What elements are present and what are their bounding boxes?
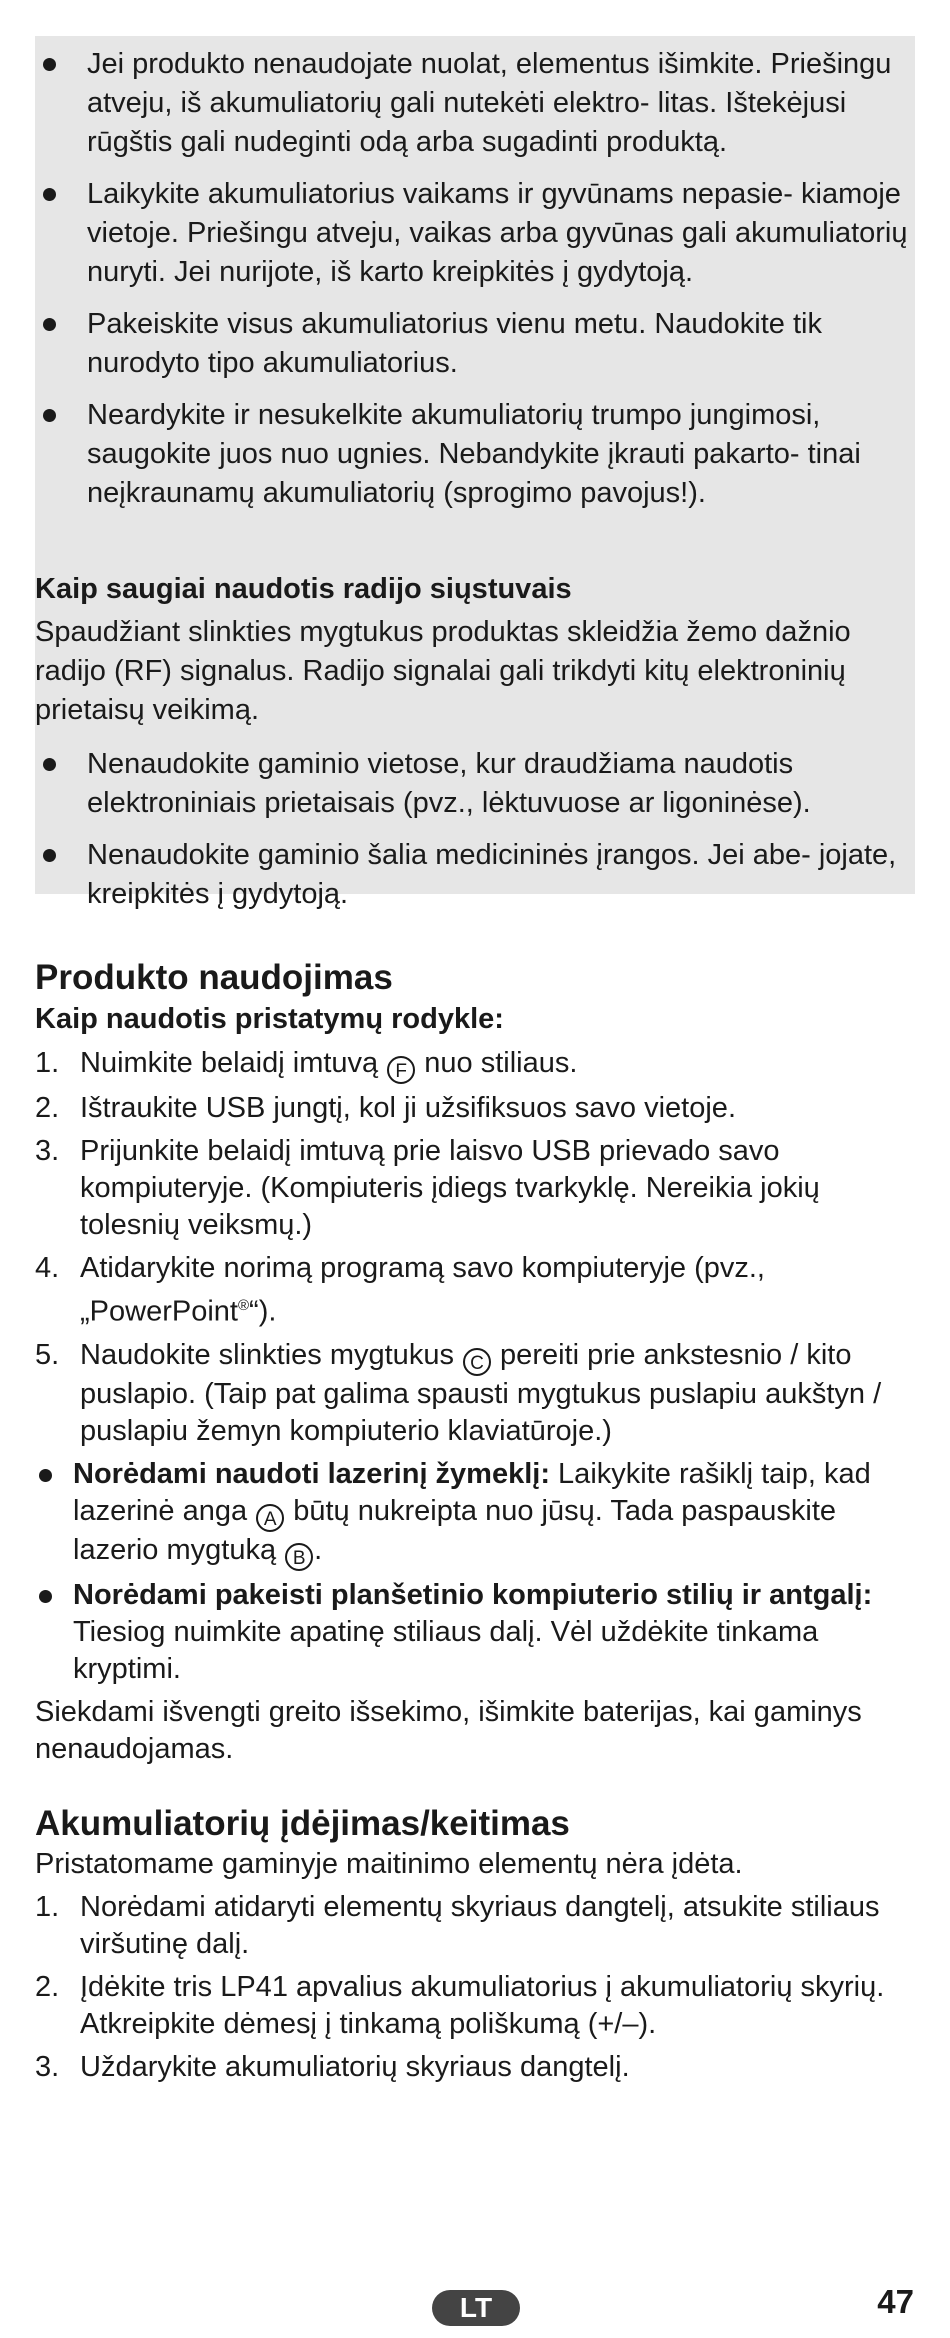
step-item: 5. Naudokite slinkties mygtukus C pereiti prie ankstesnio / kito puslapio. (Taip pat galima spausti mygtukus puslapiu aukštyn / puslapiu žemyn kompiuterio klaviatūroje.) bbox=[35, 1338, 882, 1447]
list-item: Norėdami pakeisti planšetinio kompiuterio stilių ir antgalį: Tiesiog nuimkite apatinę stiliaus dalį. Vėl uždėkite tinkama kryptimi. bbox=[35, 1577, 915, 1688]
bullet-icon bbox=[43, 58, 56, 71]
battery-title: Akumuliatorių įdėjimas/keitimas bbox=[35, 1804, 570, 1843]
bullet-icon bbox=[39, 1469, 52, 1482]
radio-safety-section bbox=[35, 570, 915, 927]
usage-subtitle: Kaip naudotis pristatymų rodykle: bbox=[35, 1003, 504, 1035]
list-item: Norėdami naudoti lazerinį žymeklį: Laikykite rašiklį taip, kad lazerinė anga A būtų nukreipta nuo jūsų. Tada paspauskite lazerio mygtuką B . bbox=[35, 1456, 915, 1571]
safety-section bbox=[35, 45, 915, 526]
bullet-icon bbox=[43, 409, 56, 422]
bullet-icon bbox=[43, 188, 56, 201]
battery-section bbox=[35, 1802, 915, 2092]
usage-title: Produkto naudojimas bbox=[35, 958, 393, 997]
language-badge: LT bbox=[432, 2290, 520, 2326]
battery-intro: Pristatomame gaminyje maitinimo elementų nėra įdėta. bbox=[35, 1848, 743, 1880]
list-item: Nenaudokite gaminio šalia medicininės įrangos. Jei abe- jojate, kreipkitės į gydytoją. bbox=[35, 836, 915, 914]
step-item: 3. Prijunkite belaidį imtuvą prie laisvo USB prievado savo kompiuteryje. (Kompiuteris įdiegs tvarkyklę. Nereikia jokių tolesnių veiksmų.) bbox=[35, 1135, 820, 1241]
marker-a-icon: A bbox=[256, 1504, 284, 1532]
bullet-icon bbox=[43, 849, 56, 862]
radio-text: Spaudžiant slinkties mygtukus produktas skleidžia žemo dažnio radijo (RF) signalus. Radijo signalai gali trikdyti kitų elektroninių prietaisų veikimą. bbox=[35, 616, 851, 726]
step-item: 1. Nuimkite belaidį imtuvą F nuo stiliaus. bbox=[35, 1047, 578, 1082]
usage-note: Siekdami išvengti greito išsekimo, išimkite baterijas, kai gaminys nenaudojamas. bbox=[35, 1695, 862, 1765]
marker-c-icon: C bbox=[463, 1348, 491, 1376]
step-item: 1. Norėdami atidaryti elementų skyriaus dangtelį, atsukite stiliaus viršutinę dalį. bbox=[35, 1891, 880, 1960]
step-item: 2. Įdėkite tris LP41 apvalius akumuliatorius į akumuliatorių skyrių. Atkreipkite dėmesį į tinkamą poliškumą (+/–). bbox=[35, 1971, 885, 2040]
step-item: 4. Atidarykite norimą programą savo kompiuteryje (pvz., „PowerPoint®“). bbox=[35, 1252, 765, 1328]
step-item: 3. Uždarykite akumuliatorių skyriaus dangtelį. bbox=[35, 2051, 630, 2083]
list-item: Pakeiskite visus akumuliatorius vienu metu. Naudokite tik nurodyto tipo akumuliatorius. bbox=[35, 305, 915, 383]
marker-f-icon: F bbox=[387, 1056, 415, 1084]
usage-section bbox=[35, 956, 915, 1768]
page-number: 47 bbox=[877, 2283, 914, 2320]
list-item: Laikykite akumuliatorius vaikams ir gyvūnams nepasie- kiamoje vietoje. Priešingu atveju, vaikas arba gyvūnas gali akumuliatorių nuryti. Jei nurijote, iš karto kreipkitės į gydytoją. bbox=[35, 175, 915, 292]
list-item: Nenaudokite gaminio vietose, kur draudžiama naudotis elektroniniais prietaisais (pvz., lėktuvuose ar ligoninėse). bbox=[35, 745, 915, 823]
bullet-icon bbox=[43, 758, 56, 771]
bullet-icon bbox=[39, 1590, 52, 1603]
marker-b-icon: B bbox=[285, 1543, 313, 1571]
step-item: 2. Ištraukite USB jungtį, kol ji užsifiksuos savo vietoje. bbox=[35, 1092, 736, 1124]
list-item: Jei produkto nenaudojate nuolat, elementus išimkite. Priešingu atveju, iš akumuliatorių gali nutekėti elektro- litas. Ištekėjusi rūgštis gali nudeginti odą arba sugadinti produktą. bbox=[35, 45, 915, 162]
bullet-icon bbox=[43, 318, 56, 331]
list-item: Neardykite ir nesukelkite akumuliatorių trumpo jungimosi, saugokite juos nuo ugnies. Nebandykite įkrauti pakarto- tinai neįkraunamų akumuliatorių (sprogimo pavojus!). bbox=[35, 396, 915, 513]
radio-heading: Kaip saugiai naudotis radijo siųstuvais bbox=[35, 573, 572, 605]
